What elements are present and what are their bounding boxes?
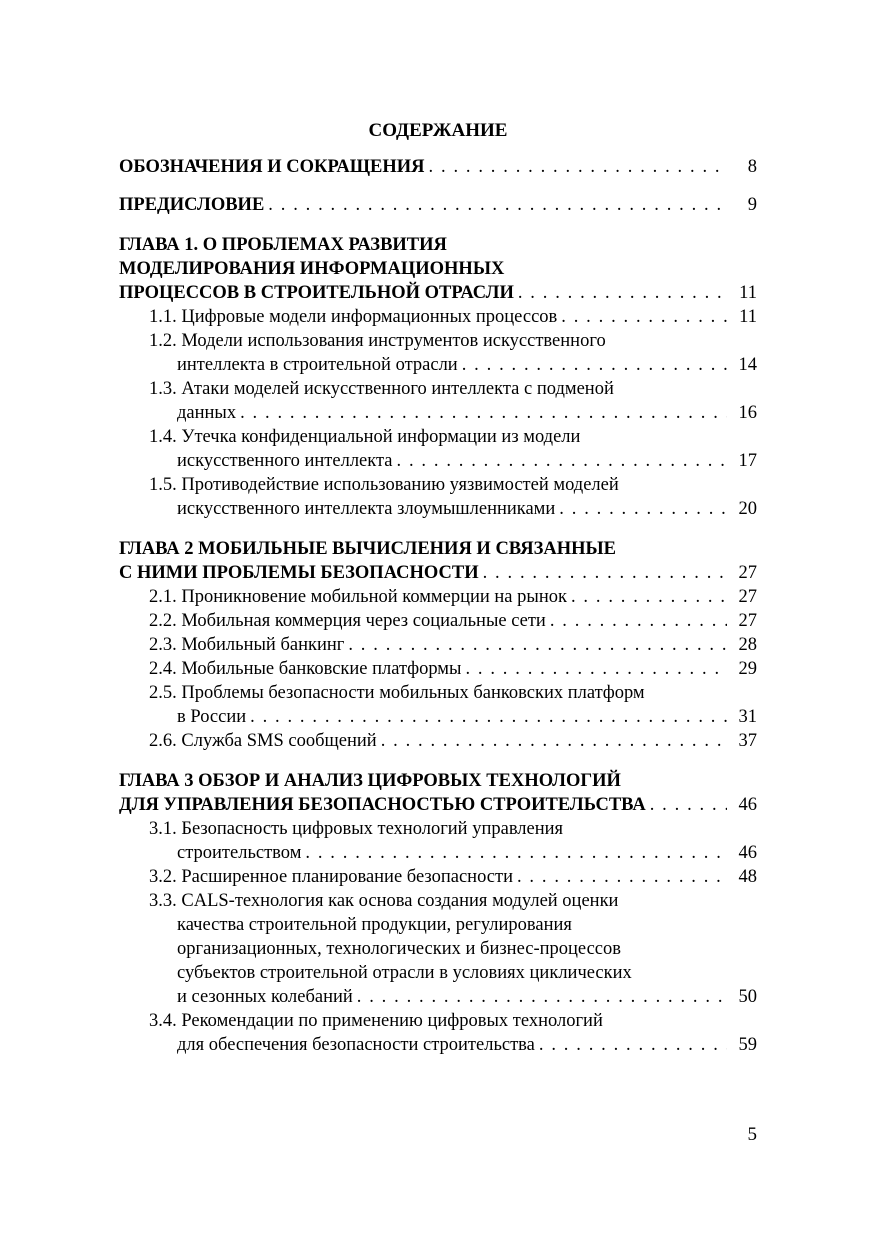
toc-entry-section-1-4[interactable]: [119, 425, 757, 473]
toc-entry-title-line: в России: [177, 707, 247, 727]
toc-page-number: 29: [738, 659, 757, 679]
toc-entry-title-line: ГЛАВА 3 ОБЗОР И АНАЛИЗ ЦИФРОВЫХ ТЕХНОЛОГИЙ: [119, 771, 621, 791]
toc-entry-title-line: интеллекта в строительной отрасли: [177, 355, 458, 375]
toc-page-number: 31: [738, 707, 757, 727]
dot-leader: [264, 193, 727, 217]
toc-entry-title: ПРЕДИСЛОВИЕ: [119, 195, 265, 215]
toc-entry-title-line: для обеспечения безопасности строительства: [177, 1035, 535, 1055]
toc-entry-title-line: МОДЕЛИРОВАНИЯ ИНФОРМАЦИОННЫХ: [119, 259, 505, 279]
dot-leader: [555, 497, 727, 521]
toc-entry-title-line: искусственного интеллекта: [177, 451, 393, 471]
dot-leader: [301, 841, 727, 865]
page-number: 5: [747, 1124, 757, 1145]
dot-leader: [425, 155, 727, 179]
toc-page-number: 9: [747, 195, 757, 215]
dot-leader: [393, 449, 727, 473]
toc-entry-chapter-2[interactable]: [119, 537, 757, 585]
toc-entry-title-line: организационных, технологических и бизнес-процессов: [177, 939, 621, 959]
toc-entry-title-line: 3.3. CALS-технология как основа создания модулей оценки: [149, 891, 619, 911]
dot-leader: [513, 865, 727, 889]
dot-leader: [377, 729, 727, 753]
toc-entry-title-line: субъектов строительной отрасли в условиях циклических: [177, 963, 632, 983]
toc-entry-section-3-3[interactable]: [119, 889, 757, 1009]
dot-leader: [458, 353, 727, 377]
toc-entry-title-line: ПРОЦЕССОВ В СТРОИТЕЛЬНОЙ ОТРАСЛИ: [119, 283, 514, 303]
toc-entry-title-line: данных: [177, 403, 237, 423]
dot-leader: [514, 281, 727, 305]
toc-entry-title-line: искусственного интеллекта злоумышленниками: [177, 499, 556, 519]
toc-entry-section-2-3[interactable]: [119, 633, 757, 657]
toc-entry-section-1-1[interactable]: [119, 305, 757, 329]
toc-entry-title-line: 3.1. Безопасность цифровых технологий управления: [149, 819, 564, 839]
toc-entry-title: 2.6. Служба SMS сообщений: [149, 731, 377, 751]
table-of-contents: [119, 155, 757, 1057]
toc-entry-title-line: 1.2. Модели использования инструментов искусственного: [149, 331, 606, 351]
toc-entry-section-2-6[interactable]: [119, 729, 757, 753]
toc-entry-section-2-5[interactable]: [119, 681, 757, 729]
toc-entry-title-line: строительством: [177, 843, 302, 863]
toc-page-number: 11: [739, 307, 757, 327]
toc-page-number: 14: [738, 355, 757, 375]
toc-entry-title-line: 2.5. Проблемы безопасности мобильных банковских платформ: [149, 683, 645, 703]
dot-leader: [236, 401, 727, 425]
dot-leader: [557, 305, 727, 329]
toc-entry-title-line: ГЛАВА 1. О ПРОБЛЕМАХ РАЗВИТИЯ: [119, 235, 447, 255]
toc-entry-section-1-5[interactable]: [119, 473, 757, 521]
toc-page-number: 59: [738, 1035, 757, 1055]
toc-entry-title-line: ГЛАВА 2 МОБИЛЬНЫЕ ВЫЧИСЛЕНИЯ И СВЯЗАННЫЕ: [119, 539, 616, 559]
toc-entry-preface[interactable]: [119, 193, 757, 217]
dot-leader: [344, 633, 727, 657]
toc-entry-title-line: С НИМИ ПРОБЛЕМЫ БЕЗОПАСНОСТИ: [119, 563, 479, 583]
page-title: СОДЕРЖАНИЕ: [368, 120, 508, 141]
toc-page-number: 27: [738, 587, 757, 607]
dot-leader: [246, 705, 727, 729]
dot-leader: [353, 985, 727, 1009]
toc-entry-title-line: качества строительной продукции, регулирования: [177, 915, 572, 935]
dot-leader: [567, 585, 727, 609]
dot-leader: [461, 657, 727, 681]
dot-leader: [546, 609, 727, 633]
toc-entry-title: 2.3. Мобильный банкинг: [149, 635, 345, 655]
toc-entry-section-3-1[interactable]: [119, 817, 757, 865]
toc-entry-section-3-4[interactable]: [119, 1009, 757, 1057]
toc-entry-chapter-1[interactable]: [119, 233, 757, 305]
toc-entry-section-2-4[interactable]: [119, 657, 757, 681]
toc-page-number: 46: [738, 843, 757, 863]
toc-page-number: 11: [739, 283, 757, 303]
toc-page-number: 28: [738, 635, 757, 655]
dot-leader: [479, 561, 727, 585]
toc-page-number: 16: [738, 403, 757, 423]
toc-entry-chapter-3[interactable]: [119, 769, 757, 817]
toc-entry-section-1-3[interactable]: [119, 377, 757, 425]
toc-entry-section-1-2[interactable]: [119, 329, 757, 377]
toc-page-number: 17: [738, 451, 757, 471]
toc-entry-section-2-1[interactable]: [119, 585, 757, 609]
toc-entry-title: 2.1. Проникновение мобильной коммерции на рынок: [149, 587, 567, 607]
toc-entry-title-line: 3.4. Рекомендации по применению цифровых технологий: [149, 1011, 603, 1031]
toc-entry-title: 2.2. Мобильная коммерция через социальные сети: [149, 611, 546, 631]
dot-leader: [535, 1033, 727, 1057]
toc-entry-section-2-2[interactable]: [119, 609, 757, 633]
toc-entry-title: 1.1. Цифровые модели информационных процессов: [149, 307, 558, 327]
toc-entry-title: ОБОЗНАЧЕНИЯ И СОКРАЩЕНИЯ: [119, 157, 425, 177]
toc-page-number: 27: [738, 563, 757, 583]
dot-leader: [646, 793, 727, 817]
toc-entry-title-line: ДЛЯ УПРАВЛЕНИЯ БЕЗОПАСНОСТЬЮ СТРОИТЕЛЬСТВА: [119, 795, 646, 815]
toc-page-number: 48: [738, 867, 757, 887]
toc-page-number: 46: [738, 795, 757, 815]
toc-entry-title-line: 1.5. Противодействие использованию уязвимостей моделей: [149, 475, 619, 495]
toc-entry-title-line: и сезонных колебаний: [177, 987, 353, 1007]
toc-page-number: 37: [738, 731, 757, 751]
toc-entry-title-line: 1.3. Атаки моделей искусственного интеллекта с подменой: [149, 379, 614, 399]
toc-page-number: 8: [747, 157, 757, 177]
toc-entry-section-3-2[interactable]: [119, 865, 757, 889]
toc-entry-title-line: 1.4. Утечка конфиденциальной информации из модели: [149, 427, 581, 447]
toc-page-number: 27: [738, 611, 757, 631]
toc-page-number: 20: [738, 499, 757, 519]
toc-entry-title: 2.4. Мобильные банковские платформы: [149, 659, 462, 679]
toc-page-number: 50: [738, 987, 757, 1007]
toc-entry-abbreviations[interactable]: [119, 155, 757, 179]
toc-entry-title: 3.2. Расширенное планирование безопасности: [149, 867, 513, 887]
